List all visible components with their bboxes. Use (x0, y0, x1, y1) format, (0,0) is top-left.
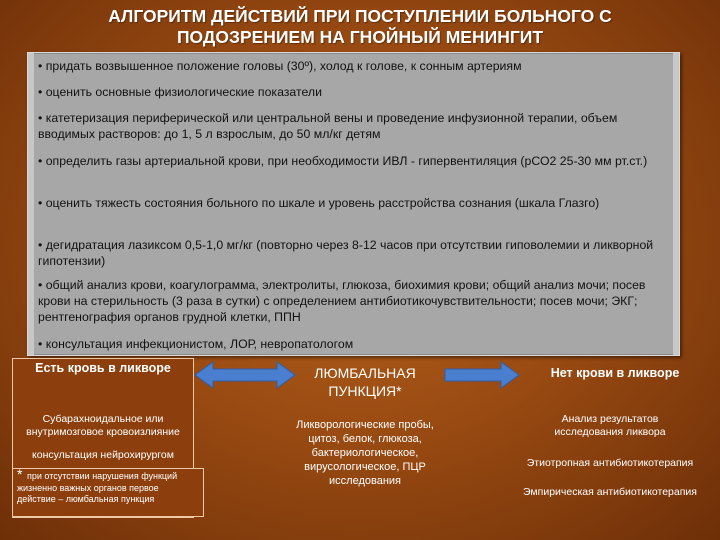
action-item-1: • придать возвышенное положение головы (30º), холод к голове, к сонным артериям (38, 59, 522, 73)
footnote-star: * (17, 466, 23, 482)
lumbar-puncture-line-2: ПУНКЦИЯ* (328, 383, 402, 399)
action-item-7: • общий анализ крови, коагулограмма, электролиты, глюкоза, биохимия крови; общий анализ мочи; посев крови на стерильность (3 раза в сутки) с определением антибиотикочувствительности; посев мочи; ЭКГ; рентгенография органов грудной клетки, ППН (38, 278, 646, 324)
lumbar-puncture-line-1: ЛЮМБАЛЬНАЯ (314, 365, 416, 381)
neurosurgeon-consult: консультация нейрохирургом (32, 449, 174, 461)
footnote-text: при отсутствии нарушения функций жизненно важных органов первое действие – люмбальная пункция (17, 471, 178, 504)
empiric-therapy: Эмпирическая антибиотикотерапия (523, 486, 697, 498)
csf-tests-text (280, 418, 450, 488)
no-blood-in-csf-header: Нет крови в ликворе (550, 366, 680, 380)
etiotropic-therapy: Этиотропная антибиотикотерапия (526, 457, 694, 469)
title-line-1: АЛГОРИТМ ДЕЙСТВИЙ ПРИ ПОСТУПЛЕНИИ БОЛЬНОГО С (108, 6, 612, 26)
hemorrhage-line-2: внутримозговое кровоизлияние (26, 426, 180, 438)
hemorrhage-text (13, 413, 193, 439)
lumbar-puncture-header (295, 364, 435, 400)
csf-tests-line-2: цитоз, белок, глюкоза, (308, 433, 422, 445)
csf-analysis-text (520, 413, 700, 439)
action-item-8: • консультация инфекционистом, ЛОР, невропатологом (38, 337, 354, 351)
csf-analysis-line-2: исследования ликвора (554, 426, 666, 438)
page-title (20, 6, 700, 48)
csf-tests-line-5: исследования (329, 475, 401, 487)
action-item-5: • оценить тяжесть состояния больного по шкале и уровень расстройства сознания (шкала Глазго) (38, 196, 600, 210)
actions-panel (27, 52, 680, 356)
action-item-4: • определить газы артериальной крови, при необходимости ИВЛ - гипервентиляция (рСО2 25-30 мм рт.ст.) (38, 154, 648, 168)
csf-analysis-line-1: Анализ результатов (561, 413, 659, 425)
action-item-3: • катетеризация периферической или центральной вены и проведение инфузионной терапии, объем вводимых растворов: до 1, 5 л взрослым, до 50 мл/кг детям (38, 111, 618, 141)
arrow-right-icon (443, 360, 521, 390)
footnote-box (12, 468, 204, 517)
csf-tests-line-1: Ликворологические пробы, (296, 419, 434, 431)
csf-tests-line-3: бактериологическое, (311, 447, 419, 459)
action-item-6: • дегидратация лазиксом 0,5-1,0 мг/кг (повторно через 8-12 часов при отсутствии гиповолемии и ликворной гипотензии) (38, 238, 654, 268)
title-line-2: ПОДОЗРЕНИЕМ НА ГНОЙНЫЙ МЕНИНГИТ (176, 27, 544, 47)
action-item-2: • оценить основные физиологические показатели (38, 85, 322, 99)
csf-tests-line-4: вирусологическое, ПЦР (304, 461, 426, 473)
double-arrow-left-icon (193, 360, 297, 390)
blood-in-csf-header: Есть кровь в ликворе (35, 361, 171, 375)
blood-in-csf-box (12, 358, 194, 518)
hemorrhage-line-1: Субарахноидальное или (42, 413, 164, 425)
